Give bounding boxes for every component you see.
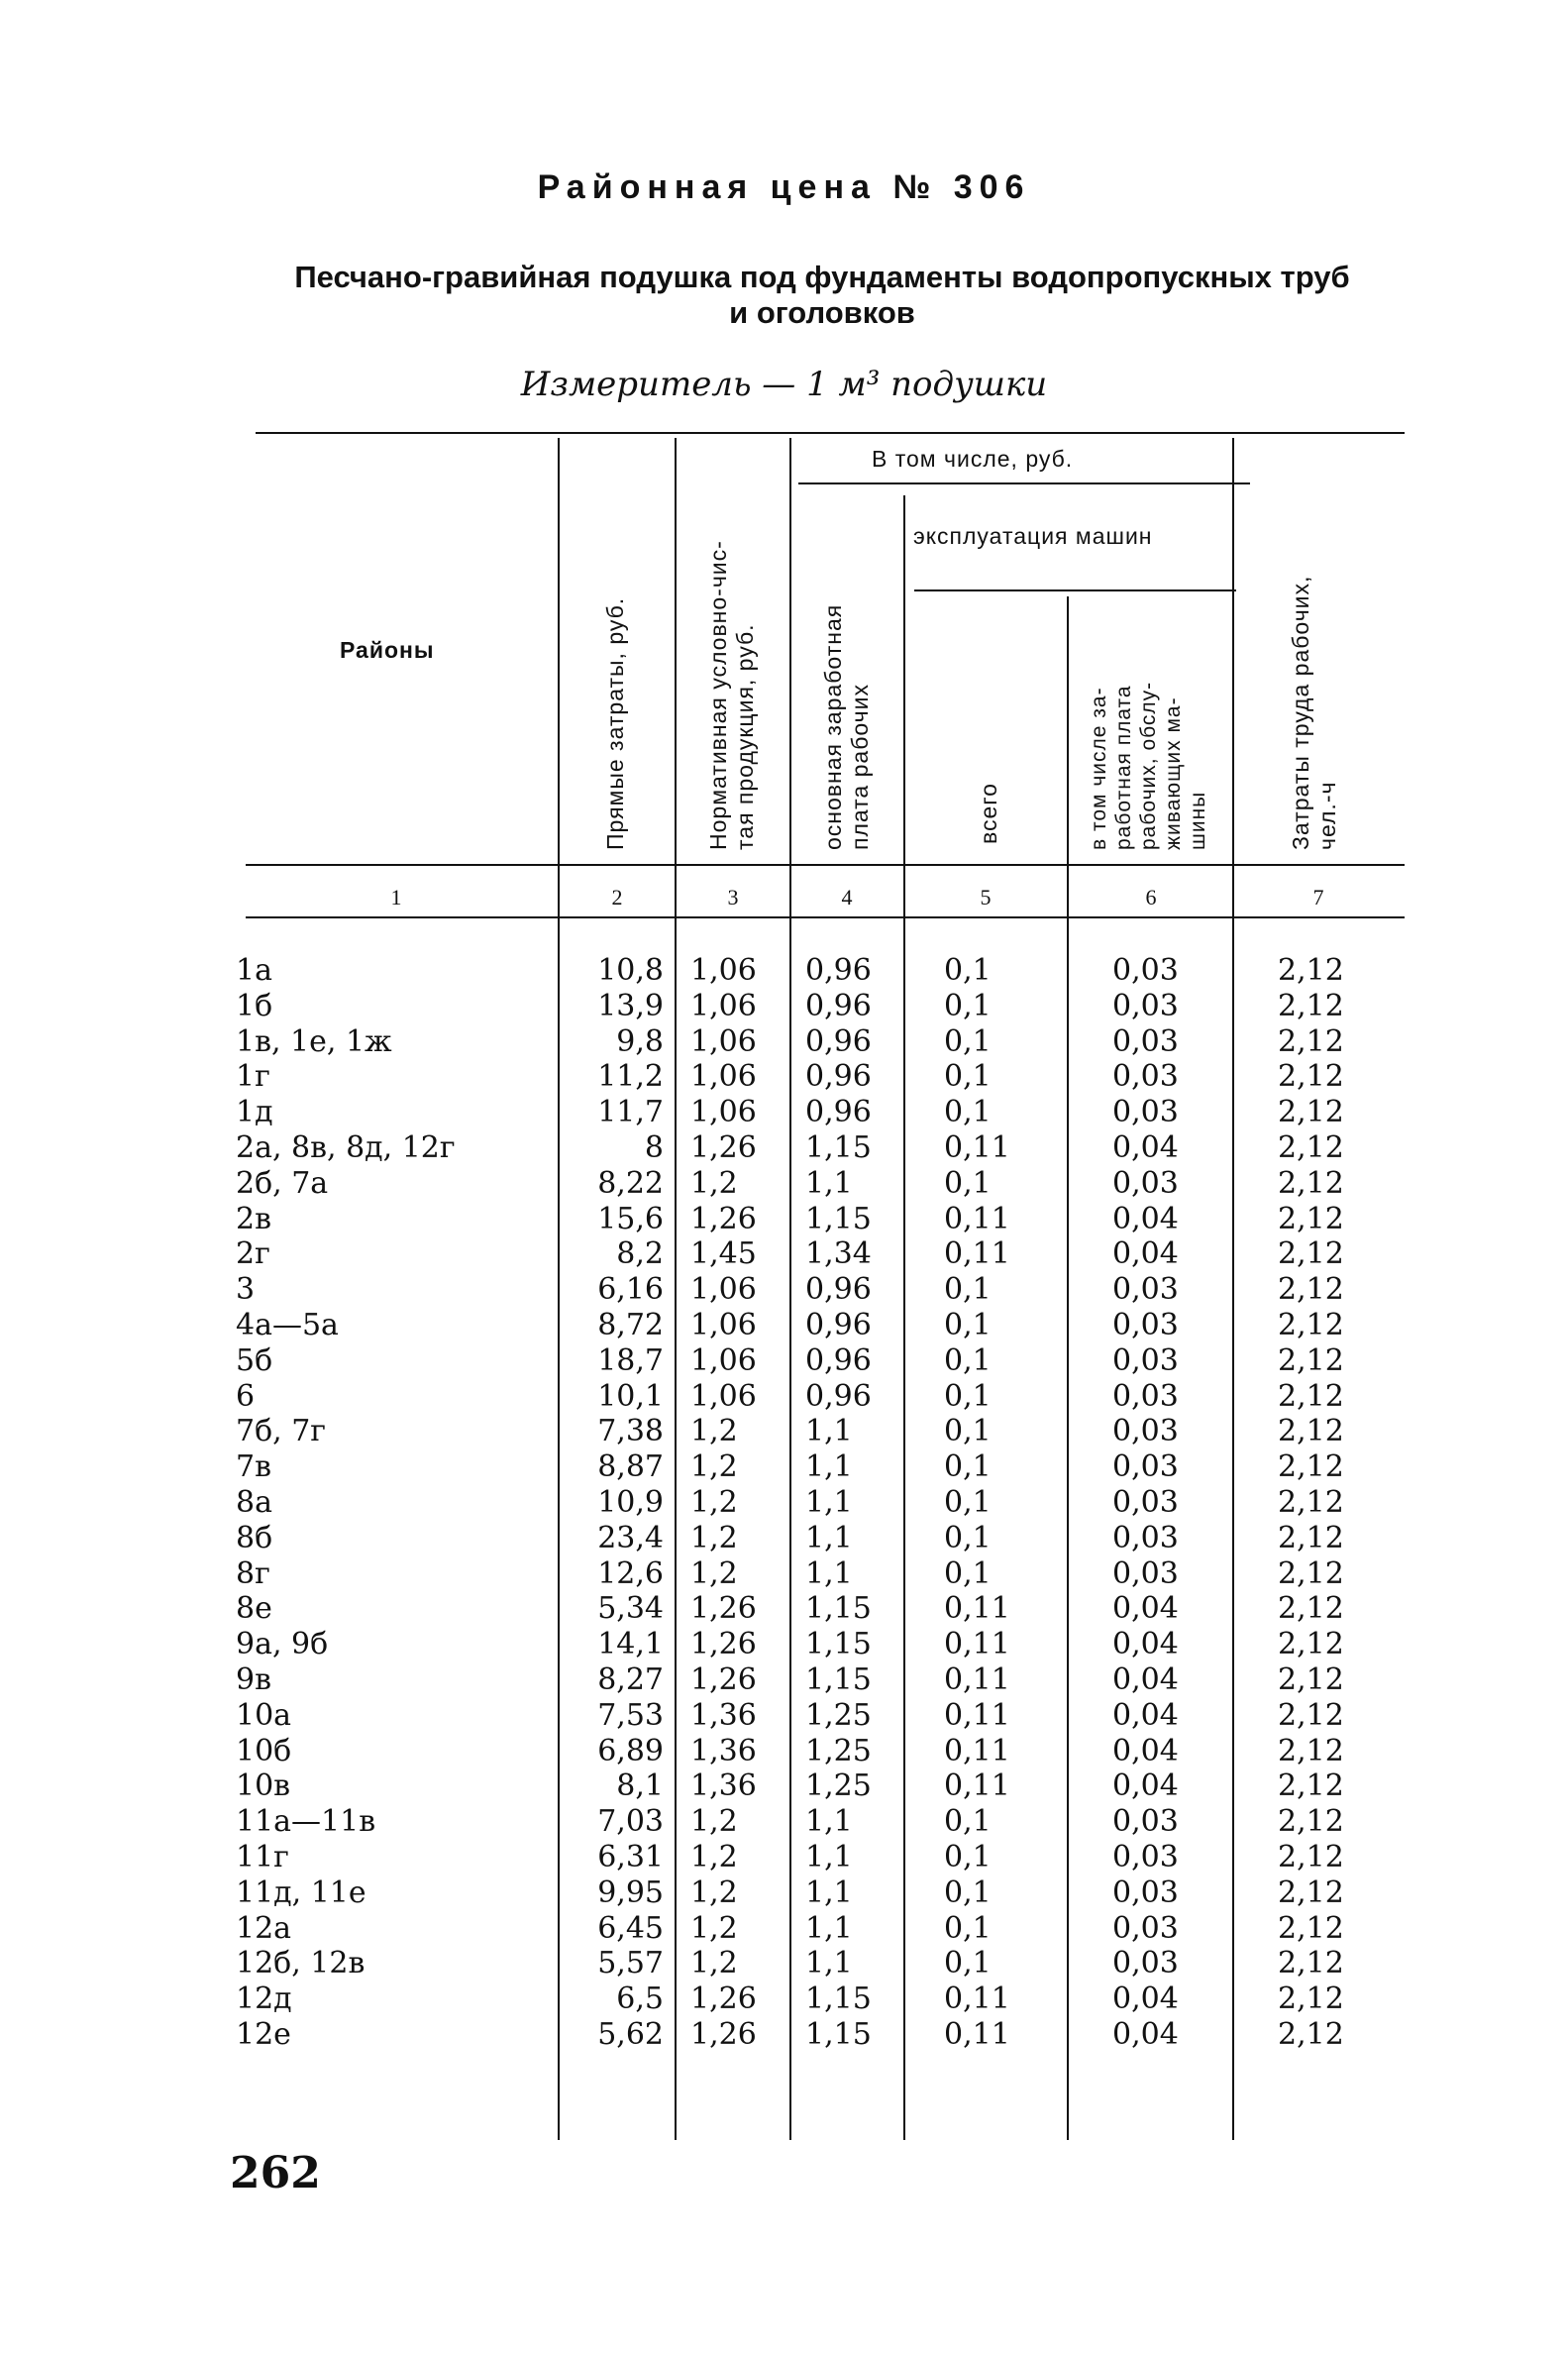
table-row [0, 1236, 1568, 1272]
cell-region: 7в [236, 1449, 271, 1485]
cell-region: 1г [236, 1059, 270, 1095]
page-title: Районная цена № 306 [537, 168, 1031, 206]
cell-wages: 0,96 [805, 1095, 872, 1130]
cell-normative: 1,2 [690, 1484, 738, 1520]
cell-region: 5б [236, 1342, 273, 1378]
subtitle-line-1: Песчано-гравийная подушка под фундаменты водопропускных труб [294, 260, 1350, 294]
cell-machines-total: 0,1 [944, 1449, 992, 1485]
cell-direct-costs: 10,9 [597, 1484, 664, 1520]
cell-wages: 1,15 [805, 1201, 872, 1236]
cell-machine-wages: 0,04 [1112, 1697, 1179, 1733]
cell-direct-costs: 8,2 [616, 1236, 664, 1272]
cell-normative: 1,2 [690, 1874, 738, 1910]
header-wages-line-1: основная заработная [820, 603, 846, 850]
cell-normative: 1,06 [690, 1023, 757, 1059]
cell-machine-wages: 0,03 [1112, 1839, 1179, 1874]
cell-labor: 2,12 [1278, 1981, 1344, 2017]
cell-normative: 1,45 [690, 1236, 757, 1272]
header-regions: Районы [340, 637, 435, 663]
table-row [0, 953, 1568, 989]
cell-machine-wages: 0,03 [1112, 1095, 1179, 1130]
cell-machines-total: 0,1 [944, 1272, 992, 1308]
cell-machines-total: 0,11 [944, 1236, 1010, 1272]
cell-labor: 2,12 [1278, 1591, 1344, 1627]
table-row [0, 1272, 1568, 1308]
cell-wages: 1,25 [805, 1733, 872, 1768]
header-labor [1288, 576, 1341, 850]
cell-wages: 1,15 [805, 1981, 872, 2017]
header-including: В том числе, руб. [872, 446, 1074, 472]
cell-direct-costs: 11,2 [597, 1059, 664, 1095]
column-number-6: 6 [1145, 885, 1157, 910]
column-number-5: 5 [980, 885, 992, 910]
header-machines-total: всего [976, 783, 1001, 844]
cell-wages: 1,1 [805, 1414, 853, 1449]
page-number: 262 [230, 2148, 321, 2198]
table-row [0, 1768, 1568, 1804]
cell-machines-total: 0,11 [944, 1627, 1010, 1662]
cell-normative: 1,26 [690, 1129, 757, 1165]
column-number-7: 7 [1312, 885, 1324, 910]
cell-normative: 1,2 [690, 1555, 738, 1591]
header-normative-line-1: Нормативная условно-чис- [705, 540, 731, 850]
cell-labor: 2,12 [1278, 1342, 1344, 1378]
cell-wages: 1,1 [805, 1804, 853, 1840]
table-row [0, 1095, 1568, 1130]
cell-wages: 1,15 [805, 2016, 872, 2052]
cell-normative: 1,06 [690, 1378, 757, 1414]
cell-normative: 1,2 [690, 1520, 738, 1555]
table-row [0, 1485, 1568, 1521]
cell-normative: 1,2 [690, 1804, 738, 1840]
cell-machine-wages: 0,03 [1112, 1414, 1179, 1449]
cell-machines-total: 0,1 [944, 1946, 992, 1981]
cell-labor: 2,12 [1278, 1946, 1344, 1981]
cell-wages: 1,15 [805, 1627, 872, 1662]
cell-direct-costs: 6,16 [597, 1272, 664, 1308]
cell-machines-total: 0,1 [944, 1059, 992, 1095]
cell-direct-costs: 8,87 [597, 1449, 664, 1485]
cell-labor: 2,12 [1278, 1768, 1344, 1804]
cell-direct-costs: 15,6 [597, 1201, 664, 1236]
cell-direct-costs: 5,57 [597, 1946, 664, 1981]
cell-direct-costs: 18,7 [597, 1342, 664, 1378]
cell-normative: 1,26 [690, 1201, 757, 1236]
cell-labor: 2,12 [1278, 1484, 1344, 1520]
cell-wages: 0,96 [805, 1059, 872, 1095]
table-row [0, 1840, 1568, 1875]
column-number-2: 2 [611, 885, 623, 910]
cell-wages: 1,34 [805, 1236, 872, 1272]
cell-wages: 1,25 [805, 1768, 872, 1804]
cell-region: 1а [236, 953, 272, 988]
cell-labor: 2,12 [1278, 1307, 1344, 1342]
table-row [0, 1875, 1568, 1911]
cell-machines-total: 0,11 [944, 1591, 1010, 1627]
cell-machine-wages: 0,03 [1112, 988, 1179, 1023]
table-row [0, 1556, 1568, 1592]
unit-of-measure: Измеритель — 1 м³ подушки [520, 365, 1048, 404]
cell-machines-total: 0,1 [944, 1378, 992, 1414]
table-row [0, 1166, 1568, 1202]
cell-machines-total: 0,1 [944, 1023, 992, 1059]
cell-machines-total: 0,11 [944, 1768, 1010, 1804]
cell-machine-wages: 0,03 [1112, 1946, 1179, 1981]
cell-machine-wages: 0,03 [1112, 1023, 1179, 1059]
cell-region: 11а—11в [236, 1804, 376, 1840]
table-row [0, 1946, 1568, 1981]
cell-machines-total: 0,1 [944, 1307, 992, 1342]
cell-labor: 2,12 [1278, 1095, 1344, 1130]
cell-normative: 1,06 [690, 988, 757, 1023]
table-row [0, 1414, 1568, 1449]
cell-region: 11д, 11е [236, 1874, 366, 1910]
cell-machine-wages: 0,04 [1112, 1733, 1179, 1768]
header-machine-wages-line-5: шины [1187, 791, 1209, 850]
cell-region: 2г [236, 1236, 270, 1272]
cell-machine-wages: 0,03 [1112, 1555, 1179, 1591]
cell-machine-wages: 0,04 [1112, 1768, 1179, 1804]
cell-machine-wages: 0,03 [1112, 1520, 1179, 1555]
cell-normative: 1,36 [690, 1768, 757, 1804]
header-direct-costs: Прямые затраты, руб. [602, 596, 628, 850]
cell-machines-total: 0,11 [944, 1201, 1010, 1236]
table-row [0, 989, 1568, 1024]
cell-wages: 0,96 [805, 1378, 872, 1414]
table-row [0, 1130, 1568, 1166]
cell-wages: 0,96 [805, 1307, 872, 1342]
header-labor-line-1: Затраты труда рабочих, [1288, 575, 1313, 850]
cell-machines-total: 0,1 [944, 1555, 992, 1591]
cell-normative: 1,2 [690, 1414, 738, 1449]
cell-direct-costs: 7,38 [597, 1414, 664, 1449]
header-machine-wages-line-2: работная плата [1112, 685, 1135, 850]
cell-machine-wages: 0,04 [1112, 1129, 1179, 1165]
table-row [0, 1308, 1568, 1343]
cell-normative: 1,06 [690, 1342, 757, 1378]
cell-region: 9а, 9б [236, 1627, 329, 1662]
table-row [0, 1379, 1568, 1415]
cell-region: 6 [236, 1378, 256, 1414]
cell-machines-total: 0,1 [944, 1414, 992, 1449]
cell-normative: 1,36 [690, 1733, 757, 1768]
cell-direct-costs: 5,62 [597, 2016, 664, 2052]
cell-wages: 1,15 [805, 1129, 872, 1165]
cell-machine-wages: 0,04 [1112, 1591, 1179, 1627]
cell-normative: 1,06 [690, 953, 757, 988]
cell-wages: 1,1 [805, 1874, 853, 1910]
cell-labor: 2,12 [1278, 1449, 1344, 1485]
cell-machine-wages: 0,04 [1112, 2016, 1179, 2052]
cell-machine-wages: 0,03 [1112, 1484, 1179, 1520]
cell-machines-total: 0,1 [944, 1165, 992, 1201]
cell-wages: 0,96 [805, 953, 872, 988]
table-row [0, 1698, 1568, 1734]
header-bottom-rule [246, 864, 1405, 866]
cell-labor: 2,12 [1278, 1378, 1344, 1414]
cell-normative: 1,26 [690, 2016, 757, 2052]
cell-direct-costs: 8,72 [597, 1307, 664, 1342]
cell-labor: 2,12 [1278, 1236, 1344, 1272]
cell-machine-wages: 0,03 [1112, 1874, 1179, 1910]
cell-direct-costs: 7,53 [597, 1697, 664, 1733]
cell-machine-wages: 0,03 [1112, 1910, 1179, 1946]
header-normative [705, 540, 759, 850]
table-subtitle [228, 260, 1416, 331]
cell-region: 4а—5а [236, 1307, 339, 1342]
cell-direct-costs: 23,4 [597, 1520, 664, 1555]
cell-region: 3 [236, 1272, 256, 1308]
cell-normative: 1,26 [690, 1591, 757, 1627]
cell-machines-total: 0,1 [944, 1874, 992, 1910]
header-normative-line-2: тая продукция, руб. [732, 623, 758, 850]
cell-labor: 2,12 [1278, 1697, 1344, 1733]
cell-labor: 2,12 [1278, 1165, 1344, 1201]
table-row [0, 1591, 1568, 1627]
cell-labor: 2,12 [1278, 1201, 1344, 1236]
cell-normative: 1,2 [690, 1946, 738, 1981]
cell-region: 8а [236, 1484, 272, 1520]
cell-direct-costs: 6,89 [597, 1733, 664, 1768]
header-machine-wages-line-3: рабочих, обслу- [1137, 681, 1160, 850]
column-number-1: 1 [390, 885, 402, 910]
cell-wages: 1,1 [805, 1484, 853, 1520]
table-row [0, 1734, 1568, 1769]
cell-machines-total: 0,1 [944, 1804, 992, 1840]
cell-machine-wages: 0,03 [1112, 1272, 1179, 1308]
cell-direct-costs: 13,9 [597, 988, 664, 1023]
cell-direct-costs: 11,7 [597, 1095, 664, 1130]
cell-machines-total: 0,11 [944, 1981, 1010, 2017]
table-row [0, 1662, 1568, 1698]
cell-normative: 1,06 [690, 1059, 757, 1095]
cell-machine-wages: 0,03 [1112, 1307, 1179, 1342]
cell-machines-total: 0,1 [944, 1095, 992, 1130]
cell-normative: 1,36 [690, 1697, 757, 1733]
cell-direct-costs: 8 [644, 1129, 664, 1165]
cell-direct-costs: 6,5 [616, 1981, 664, 2017]
cell-wages: 1,15 [805, 1661, 872, 1697]
cell-machines-total: 0,11 [944, 1733, 1010, 1768]
cell-region: 10в [236, 1768, 291, 1804]
cell-labor: 2,12 [1278, 1661, 1344, 1697]
cell-region: 10б [236, 1733, 292, 1768]
cell-labor: 2,12 [1278, 1627, 1344, 1662]
machines-underline [914, 589, 1236, 591]
header-wages-line-2: плата рабочих [847, 684, 873, 850]
cell-labor: 2,12 [1278, 1129, 1344, 1165]
cell-normative: 1,2 [690, 1910, 738, 1946]
cell-region: 11г [236, 1839, 289, 1874]
cell-wages: 1,1 [805, 1555, 853, 1591]
cell-normative: 1,2 [690, 1165, 738, 1201]
cell-normative: 1,06 [690, 1095, 757, 1130]
cell-region: 9в [236, 1661, 271, 1697]
header-machine-wages-line-4: живающих ма- [1162, 696, 1185, 850]
cell-normative: 1,26 [690, 1661, 757, 1697]
cell-machines-total: 0,1 [944, 988, 992, 1023]
table-row [0, 1449, 1568, 1485]
cell-region: 2в [236, 1201, 271, 1236]
cell-region: 12д [236, 1981, 292, 2017]
cell-wages: 1,1 [805, 1165, 853, 1201]
cell-labor: 2,12 [1278, 1839, 1344, 1874]
cell-normative: 1,26 [690, 1981, 757, 2017]
cell-direct-costs: 14,1 [597, 1627, 664, 1662]
table-row [0, 1804, 1568, 1840]
table-row [0, 1911, 1568, 1947]
subtitle-line-2: и оголовков [729, 295, 915, 330]
table-row [0, 2017, 1568, 2053]
cell-normative: 1,2 [690, 1449, 738, 1485]
cell-labor: 2,12 [1278, 1023, 1344, 1059]
cell-machines-total: 0,1 [944, 953, 992, 988]
cell-labor: 2,12 [1278, 1272, 1344, 1308]
cell-labor: 2,12 [1278, 988, 1344, 1023]
cell-wages: 1,1 [805, 1839, 853, 1874]
cell-labor: 2,12 [1278, 1804, 1344, 1840]
cell-wages: 1,1 [805, 1449, 853, 1485]
header-labor-line-2: чел.-ч [1314, 781, 1340, 850]
cell-labor: 2,12 [1278, 1733, 1344, 1768]
cell-machines-total: 0,11 [944, 2016, 1010, 2052]
cell-machine-wages: 0,03 [1112, 1342, 1179, 1378]
table-top-rule [256, 432, 1405, 434]
cell-wages: 1,1 [805, 1520, 853, 1555]
cell-direct-costs: 12,6 [597, 1555, 664, 1591]
cell-region: 12а [236, 1910, 292, 1946]
cell-machine-wages: 0,03 [1112, 1804, 1179, 1840]
column-number-3: 3 [727, 885, 739, 910]
header-machine-wages-line-1: в том числе за- [1088, 687, 1110, 850]
cell-region: 1б [236, 988, 273, 1023]
cell-machines-total: 0,1 [944, 1484, 992, 1520]
cell-wages: 0,96 [805, 1023, 872, 1059]
column-number-4: 4 [841, 885, 853, 910]
table-body [0, 953, 1568, 2053]
cell-direct-costs: 10,1 [597, 1378, 664, 1414]
cell-machines-total: 0,11 [944, 1697, 1010, 1733]
cell-labor: 2,12 [1278, 1414, 1344, 1449]
cell-machines-total: 0,1 [944, 1839, 992, 1874]
cell-region: 2а, 8в, 8д, 12г [236, 1129, 456, 1165]
cell-direct-costs: 7,03 [597, 1804, 664, 1840]
cell-machine-wages: 0,03 [1112, 953, 1179, 988]
cell-machine-wages: 0,03 [1112, 1165, 1179, 1201]
cell-wages: 1,15 [805, 1591, 872, 1627]
column-numbers-rule [246, 916, 1405, 918]
cell-normative: 1,06 [690, 1307, 757, 1342]
cell-machines-total: 0,1 [944, 1520, 992, 1555]
table-row [0, 1981, 1568, 2017]
table-row [0, 1059, 1568, 1095]
cell-machine-wages: 0,03 [1112, 1378, 1179, 1414]
cell-region: 7б, 7г [236, 1414, 327, 1449]
table-row [0, 1343, 1568, 1379]
cell-region: 12б, 12в [236, 1946, 366, 1981]
cell-direct-costs: 10,8 [597, 953, 664, 988]
header-wages [820, 604, 874, 850]
cell-labor: 2,12 [1278, 1520, 1344, 1555]
cell-labor: 2,12 [1278, 2016, 1344, 2052]
cell-wages: 0,96 [805, 1272, 872, 1308]
cell-direct-costs: 9,95 [597, 1874, 664, 1910]
header-machines: эксплуатация машин [913, 523, 1153, 549]
cell-wages: 0,96 [805, 988, 872, 1023]
cell-wages: 1,25 [805, 1697, 872, 1733]
cell-labor: 2,12 [1278, 953, 1344, 988]
cell-machine-wages: 0,04 [1112, 1201, 1179, 1236]
cell-machine-wages: 0,03 [1112, 1449, 1179, 1485]
cell-wages: 1,1 [805, 1946, 853, 1981]
cell-wages: 1,1 [805, 1910, 853, 1946]
table-row [0, 1627, 1568, 1662]
cell-region: 2б, 7а [236, 1165, 329, 1201]
cell-direct-costs: 8,22 [597, 1165, 664, 1201]
cell-labor: 2,12 [1278, 1874, 1344, 1910]
cell-labor: 2,12 [1278, 1555, 1344, 1591]
cell-machine-wages: 0,04 [1112, 1627, 1179, 1662]
cell-wages: 0,96 [805, 1342, 872, 1378]
cell-machines-total: 0,11 [944, 1661, 1010, 1697]
table-row [0, 1024, 1568, 1060]
cell-direct-costs: 6,45 [597, 1910, 664, 1946]
cell-labor: 2,12 [1278, 1059, 1344, 1095]
table-row [0, 1521, 1568, 1556]
cell-region: 8г [236, 1555, 270, 1591]
cell-region: 12е [236, 2016, 291, 2052]
cell-machine-wages: 0,04 [1112, 1661, 1179, 1697]
cell-region: 8е [236, 1591, 272, 1627]
cell-machine-wages: 0,04 [1112, 1981, 1179, 2017]
cell-region: 8б [236, 1520, 273, 1555]
cell-direct-costs: 8,1 [616, 1768, 664, 1804]
table-row [0, 1202, 1568, 1237]
cell-region: 1д [236, 1095, 273, 1130]
cell-region: 10а [236, 1697, 292, 1733]
cell-machines-total: 0,1 [944, 1910, 992, 1946]
cell-machine-wages: 0,03 [1112, 1059, 1179, 1095]
cell-direct-costs: 9,8 [616, 1023, 664, 1059]
header-machine-wages [1087, 682, 1210, 850]
cell-region: 1в, 1е, 1ж [236, 1023, 392, 1059]
cell-machines-total: 0,11 [944, 1129, 1010, 1165]
cell-normative: 1,2 [690, 1839, 738, 1874]
cell-labor: 2,12 [1278, 1910, 1344, 1946]
including-underline [798, 482, 1250, 484]
cell-direct-costs: 8,27 [597, 1661, 664, 1697]
cell-normative: 1,06 [690, 1272, 757, 1308]
cell-machines-total: 0,1 [944, 1342, 992, 1378]
cell-normative: 1,26 [690, 1627, 757, 1662]
cell-direct-costs: 6,31 [597, 1839, 664, 1874]
cell-machine-wages: 0,04 [1112, 1236, 1179, 1272]
cell-direct-costs: 5,34 [597, 1591, 664, 1627]
